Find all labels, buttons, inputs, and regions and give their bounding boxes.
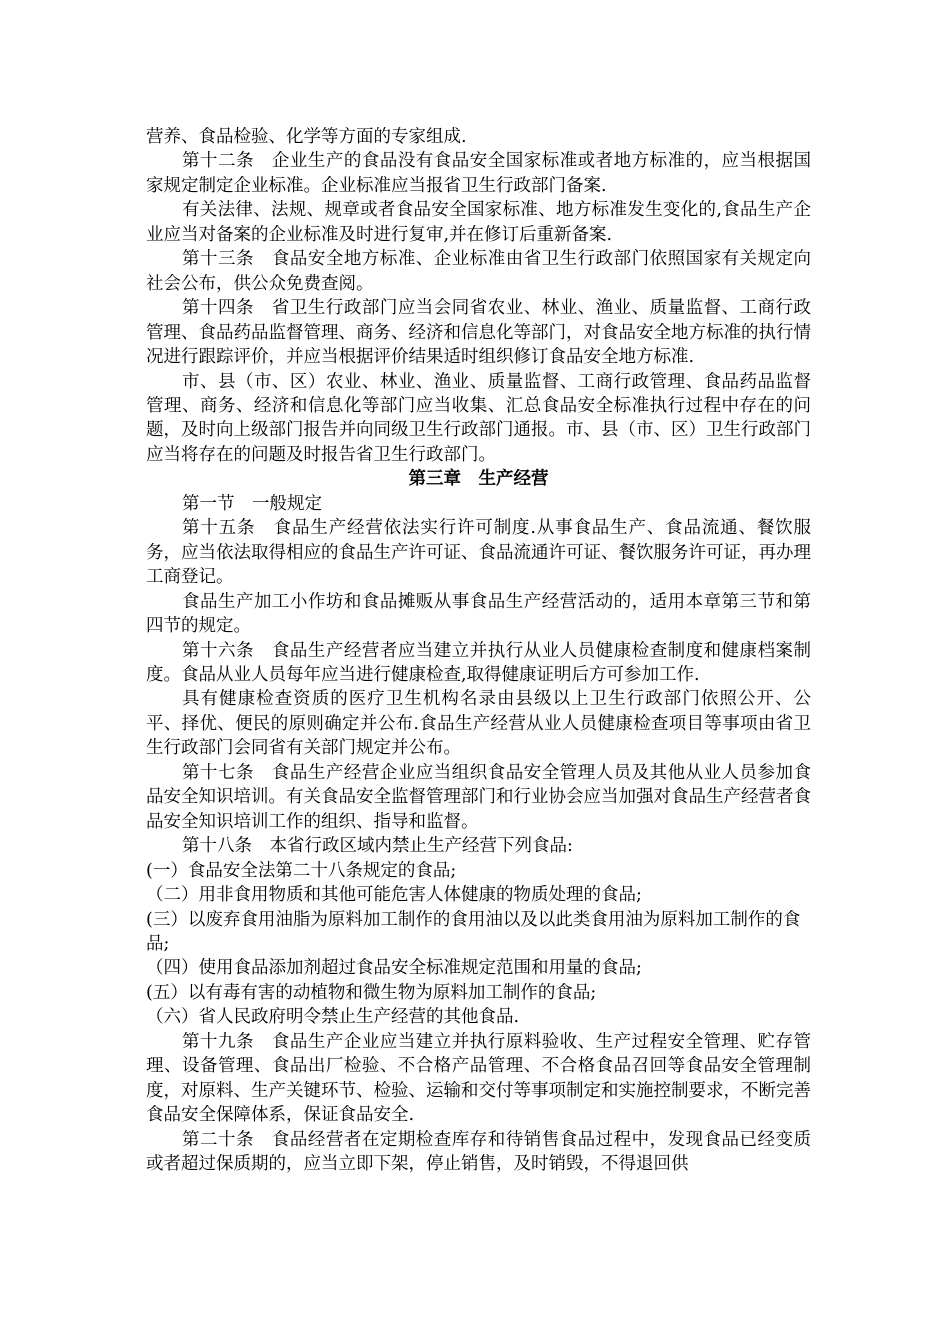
paragraph: 第十八条 本省行政区域内禁止生产经营下列食品: (182, 836, 573, 857)
list-item: （六）省人民政府明令禁止生产经营的其他食品. (146, 1007, 520, 1028)
list-item: （二）用非食用物质和其他可能危害人体健康的物质处理的食品; (146, 885, 642, 906)
section-before-chapter (146, 125, 811, 467)
paragraph: 第十三条 食品安全地方标准、企业标准由省卫生行政部门依照国家有关规定向社会公布，供公众免费查阅。 (146, 249, 811, 294)
paragraph: 市、县（市、区）农业、林业、渔业、质量监督、工商行政管理、食品药品监督管理、商务、经济和信息化等部门应当收集、汇总食品安全标准执行过程中存在的问题，及时向上级部门报告并向同级卫生行政部门通报。市、县（市、区）卫生行政部门应当将存在的问题及时报告省卫生行政部门。 (146, 371, 811, 465)
paragraph: 第十五条 食品生产经营依法实行许可制度.从事食品生产、食品流通、餐饮服务，应当依法取得相应的食品生产许可证、食品流通许可证、餐饮服务许可证，再办理工商登记。 (146, 518, 811, 588)
list-item: (三）以废弃食用油脂为原料加工制作的食用油以及以此类食用油为原料加工制作的食品; (146, 909, 801, 954)
chapter-heading: 第三章 生产经营 (408, 469, 549, 490)
prohibited-food-list (146, 859, 811, 1030)
section-after-list (146, 1030, 811, 1177)
paragraph: 第二十条 食品经营者在定期检查库存和待销售食品过程中，发现食品已经变质或者超过保质期的，应当立即下架，停止销售，及时销毁，不得退回供 (146, 1129, 811, 1175)
section-general-provisions (146, 492, 811, 859)
paragraph: 第十六条 食品生产经营者应当建立并执行从业人员健康检查制度和健康档案制度。食品从业人员每年应当进行健康检查,取得健康证明后方可参加工作. (146, 640, 811, 685)
paragraph: 有关法律、法规、规章或者食品安全国家标准、地方标准发生变化的,食品生产企业应当对备案的企业标准及时进行复审,并在修订后重新备案. (146, 200, 811, 245)
paragraph: 第十九条 食品生产企业应当建立并执行原料验收、生产过程安全管理、贮存管理、设备管理、食品出厂检验、不合格产品管理、不合格食品召回等食品安全管理制度，对原料、生产关键环节、检验、运输和交付等事项制定和实施控制要求，不断完善食品安全保障体系，保证食品安全. (146, 1031, 811, 1126)
list-item: （四）使用食品添加剂超过食品安全标准规定范围和用量的食品; (146, 958, 642, 979)
paragraph: 食品生产加工小作坊和食品摊贩从事食品生产经营活动的，适用本章第三节和第四节的规定。 (146, 591, 811, 637)
document-page (146, 125, 811, 1176)
paragraph: 第一节 一般规定 (182, 493, 322, 514)
list-item: (五）以有毒有害的动植物和微生物为原料加工制作的食品; (146, 982, 597, 1003)
paragraph: 具有健康检查资质的医疗卫生机构名录由县级以上卫生行政部门依照公开、公平、择优、便民的原则确定并公布.食品生产经营从业人员健康检查项目等事项由省卫生行政部门会同省有关部门规定并公布。 (146, 689, 811, 759)
paragraph: 第十二条 企业生产的食品没有食品安全国家标准或者地方标准的，应当根据国家规定制定企业标准。企业标准应当报省卫生行政部门备案. (146, 151, 811, 196)
paragraph: 第十四条 省卫生行政部门应当会同省农业、林业、渔业、质量监督、工商行政管理、食品药品监督管理、商务、经济和信息化等部门，对食品安全地方标准的执行情况进行跟踪评价，并应当根据评价结果适时组织修订食品安全地方标准. (146, 298, 811, 368)
paragraph: 第十七条 食品生产经营企业应当组织食品安全管理人员及其他从业人员参加食品安全知识培训。有关食品安全监督管理部门和行业协会应当加强对食品生产经营者食品安全知识培训工作的组织、指导和监督。 (146, 762, 811, 832)
paragraph: 营养、食品检验、化学等方面的专家组成. (146, 127, 467, 147)
list-item: (一）食品安全法第二十八条规定的食品; (146, 860, 457, 881)
